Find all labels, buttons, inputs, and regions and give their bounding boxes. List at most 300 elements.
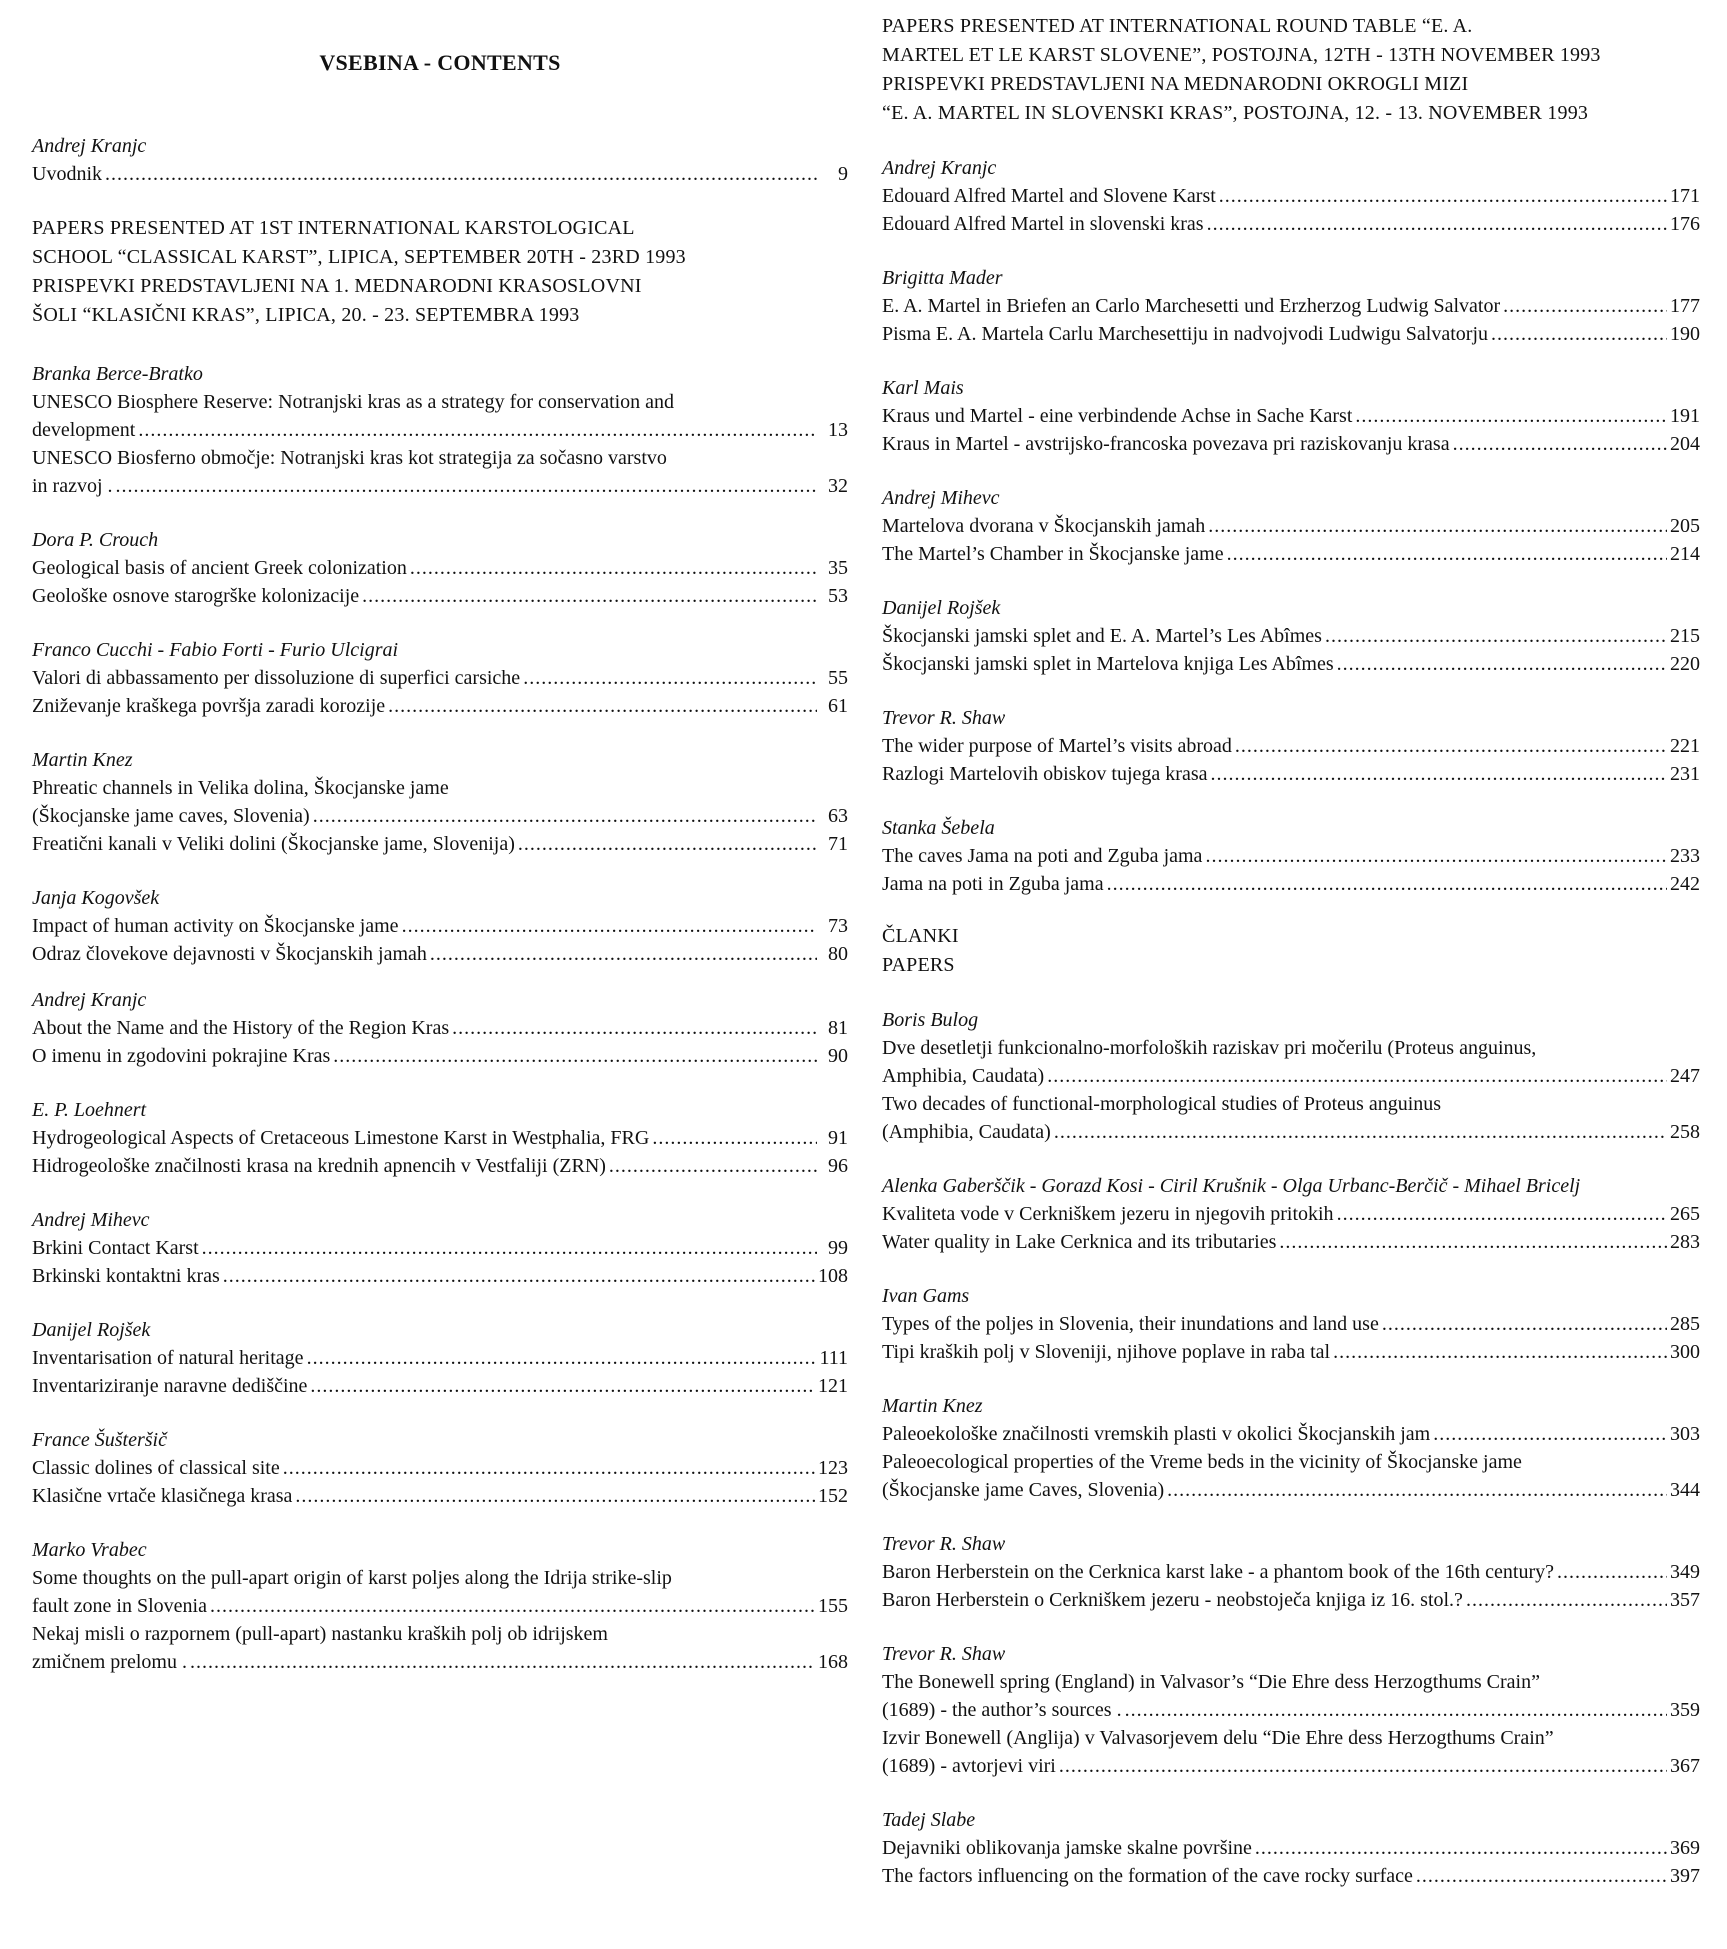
toc-entry: [882, 1724, 1700, 1780]
toc-group: [32, 1206, 848, 1290]
entry-title: Baron Herberstein on the Cerknica karst lake - a phantom book of the 16th century?: [882, 1561, 1555, 1583]
page-title: VSEBINA - CONTENTS: [319, 50, 561, 75]
author-name: Andrej Mihevc: [32, 1209, 150, 1231]
entry-row: [32, 692, 848, 720]
toc-group: [882, 1806, 1700, 1890]
page-number: 96: [828, 1155, 848, 1177]
toc-group: [882, 704, 1700, 788]
entry-row: [882, 1862, 1700, 1890]
page-number: 220: [1670, 653, 1700, 675]
page-number: 397: [1670, 1865, 1700, 1887]
entry-title: Inventarisation of natural heritage: [32, 1347, 304, 1369]
dot-leader: [1466, 1586, 1667, 1614]
toc-group: [882, 1172, 1700, 1256]
toc-group: [882, 1392, 1700, 1504]
page-number: 35: [828, 557, 848, 579]
page-number: 152: [818, 1485, 848, 1507]
dot-leader: [295, 1482, 815, 1510]
section-block: [32, 214, 848, 330]
entry-title: Amphibia, Caudata): [882, 1065, 1045, 1087]
dot-leader: [307, 1344, 817, 1372]
dot-leader: [1337, 650, 1667, 678]
page-number: 171: [1670, 185, 1700, 207]
author-name: Franco Cucchi - Fabio Forti - Furio Ulcigrai: [32, 639, 399, 661]
dot-leader: [116, 472, 817, 500]
toc-entry: [32, 1344, 848, 1372]
toc-entry: [882, 1228, 1700, 1256]
entry-title: Škocjanski jamski splet in Martelova knjiga Les Abîmes: [882, 653, 1334, 675]
toc-entry: [882, 1448, 1700, 1504]
entry-title: Odraz človekove dejavnosti v Škocjanskih jamah: [32, 943, 427, 965]
toc-entry: [882, 1034, 1700, 1090]
entry-title: Geološke osnove starogrške kolonizacije: [32, 585, 360, 607]
entry-title: O imenu in zgodovini pokrajine Kras: [32, 1045, 331, 1067]
entry-title: Edouard Alfred Martel and Slovene Karst: [882, 185, 1216, 207]
entry-row: [32, 1234, 848, 1262]
author-name: Janja Kogovšek: [32, 887, 160, 909]
entry-row: [32, 1454, 848, 1482]
dot-leader: [283, 1454, 815, 1482]
entry-row: [882, 1586, 1700, 1614]
entry-title: The caves Jama na poti and Zguba jama: [882, 845, 1203, 867]
page-number: 80: [828, 943, 848, 965]
dot-leader: [1333, 1338, 1667, 1366]
author-name: Alenka Gaberščik - Gorazd Kosi - Ciril Krušnik - Olga Urbanc-Berčič - Mihael Bricelj: [882, 1175, 1581, 1197]
toc-entry: [32, 912, 848, 940]
page-number: 215: [1670, 625, 1700, 647]
entry-title-line: Dve desetletji funkcionalno-morfoloških raziskav pri močerilu (Proteus anguinus,: [882, 1037, 1537, 1059]
dot-leader: [202, 1234, 817, 1262]
entry-row: [882, 210, 1700, 238]
left-groups: [32, 132, 848, 1676]
author-name: Branka Berce-Bratko: [32, 363, 203, 385]
entry-row: [32, 830, 848, 858]
dot-leader: [410, 554, 817, 582]
entry-title-line: UNESCO Biosferno območje: Notranjski kras kot strategija za sočasno varstvo: [32, 447, 667, 469]
toc-group: [32, 884, 848, 968]
page-number: 168: [818, 1651, 848, 1673]
right-groups: [882, 12, 1700, 1890]
entry-title: Water quality in Lake Cerknica and its tributaries: [882, 1231, 1277, 1253]
toc-entry: [32, 444, 848, 500]
page-number: 204: [1670, 433, 1700, 455]
entry-row: [882, 1062, 1700, 1090]
entry-title: Uvodnik: [32, 163, 102, 185]
section-block: [882, 12, 1700, 128]
entry-row: [32, 1152, 848, 1180]
entry-title: Razlogi Martelovih obiskov tujega krasa: [882, 763, 1208, 785]
author-name: Boris Bulog: [882, 1009, 979, 1031]
entry-row: [32, 912, 848, 940]
entry-row: [32, 582, 848, 610]
toc-entry: [32, 1042, 848, 1070]
dot-leader: [1219, 182, 1667, 210]
entry-title: Jama na poti in Zguba jama: [882, 873, 1104, 895]
toc-group: [32, 746, 848, 858]
toc-group: [32, 986, 848, 1070]
dot-leader: [1279, 1228, 1667, 1256]
dot-leader: [652, 1124, 817, 1152]
entry-title: Paleoekološke značilnosti vremskih plasti v okolici Škocjanskih jam: [882, 1423, 1431, 1445]
toc-entry: [32, 1372, 848, 1400]
section-block: [882, 922, 1700, 980]
entry-row: [882, 1834, 1700, 1862]
entry-row: [882, 760, 1700, 788]
author-name: Martin Knez: [32, 749, 133, 771]
toc-group: [882, 814, 1700, 898]
toc-entry: [882, 1420, 1700, 1448]
entry-row: [882, 650, 1700, 678]
toc-entry: [882, 1668, 1700, 1724]
author-name: Andrej Kranjc: [32, 135, 147, 157]
page-number: 357: [1670, 1589, 1700, 1611]
toc-group: [882, 154, 1700, 238]
entry-row: [882, 1200, 1700, 1228]
author-name: France Šušteršič: [32, 1429, 167, 1451]
toc-entry: [882, 1310, 1700, 1338]
dot-leader: [1382, 1310, 1667, 1338]
page-number: 258: [1670, 1121, 1700, 1143]
dot-leader: [1210, 760, 1667, 788]
entry-row: [32, 472, 848, 500]
dot-leader: [1255, 1834, 1667, 1862]
toc-group: [882, 484, 1700, 568]
toc-group: [32, 1316, 848, 1400]
dot-leader: [1205, 842, 1667, 870]
author-name: Trevor R. Shaw: [882, 1533, 1006, 1555]
entry-title: Classic dolines of classical site: [32, 1457, 280, 1479]
entry-row: [882, 1420, 1700, 1448]
toc-entry: [882, 842, 1700, 870]
page-number: 32: [828, 475, 848, 497]
entry-row: [882, 512, 1700, 540]
page-number: 190: [1670, 323, 1700, 345]
toc-entry: [32, 1262, 848, 1290]
author-name: Trevor R. Shaw: [882, 1643, 1006, 1665]
entry-title: Kvaliteta vode v Cerkniškem jezeru in njegovih pritokih: [882, 1203, 1334, 1225]
entry-title: (1689) - avtorjevi viri: [882, 1755, 1056, 1777]
page-number: 205: [1670, 515, 1700, 537]
entry-row: [882, 842, 1700, 870]
entry-title: Edouard Alfred Martel in slovenski kras: [882, 213, 1204, 235]
section-heading: PAPERS PRESENTED AT INTERNATIONAL ROUND TABLE “E. A. MARTEL ET LE KARST SLOVENE”, POSTOJNA, 12TH - 13TH NOVEMBER 1993 PRISPEVKI PREDSTAVLJENI NA MEDNARODNI OKROGLI MIZI “E. A. MARTEL IN SLOVENSKI KRAS”, POSTOJNA, 12. - 13. NOVEMBER 1993: [882, 15, 1601, 124]
entry-title: Škocjanski jamski splet and E. A. Martel’s Les Abîmes: [882, 625, 1322, 647]
entry-title: Valori di abbassamento per dissoluzione di superfici carsiche: [32, 667, 521, 689]
entry-title: Types of the poljes in Slovenia, their inundations and land use: [882, 1313, 1379, 1335]
toc-entry: [32, 554, 848, 582]
entry-row: [882, 1558, 1700, 1586]
entry-row: [882, 1696, 1700, 1724]
toc-entry: [882, 1558, 1700, 1586]
entry-title: Kraus und Martel - eine verbindende Achse in Sache Karst: [882, 405, 1353, 427]
entry-title: Brkinski kontaktni kras: [32, 1265, 220, 1287]
entry-title: (Škocjanske jame Caves, Slovenia): [882, 1479, 1165, 1501]
dot-leader: [1433, 1420, 1667, 1448]
entry-title: Impact of human activity on Škocjanske jame: [32, 915, 399, 937]
dot-leader: [402, 912, 817, 940]
entry-title: Brkini Contact Karst: [32, 1237, 199, 1259]
toc-group: [882, 264, 1700, 348]
toc-entry: [882, 650, 1700, 678]
page-number: 55: [828, 667, 848, 689]
toc-entry: [882, 320, 1700, 348]
page-number: 121: [818, 1375, 848, 1397]
toc-entry: [32, 830, 848, 858]
toc-group: [32, 526, 848, 610]
page-number: 91: [828, 1127, 848, 1149]
entry-title: The factors influencing on the formation of the cave rocky surface: [882, 1865, 1413, 1887]
toc-entry: [882, 1586, 1700, 1614]
toc-entry: [32, 774, 848, 830]
dot-leader: [1416, 1862, 1667, 1890]
dot-leader: [430, 940, 817, 968]
dot-leader: [388, 692, 817, 720]
entry-title-line: Nekaj misli o razpornem (pull-apart) nastanku kraških polj ob idrijskem: [32, 1623, 608, 1645]
toc-group: [32, 636, 848, 720]
page-number: 99: [828, 1237, 848, 1259]
author-name: Andrej Kranjc: [32, 989, 147, 1011]
toc-entry: [32, 582, 848, 610]
entry-row: [882, 402, 1700, 430]
dot-leader: [1054, 1118, 1667, 1146]
page-number: 349: [1670, 1561, 1700, 1583]
dot-leader: [1337, 1200, 1667, 1228]
page-number: 285: [1670, 1313, 1700, 1335]
entry-title: Hydrogeological Aspects of Cretaceous Limestone Karst in Westphalia, FRG: [32, 1127, 650, 1149]
entry-title: Kraus in Martel - avstrijsko-francoska povezava pri raziskovanju krasa: [882, 433, 1450, 455]
entry-row: [32, 160, 848, 188]
toc-group: [882, 374, 1700, 458]
entry-row: [32, 1482, 848, 1510]
page-number: 9: [838, 163, 848, 185]
toc-group: [882, 1640, 1700, 1780]
page-number: 242: [1670, 873, 1700, 895]
toc-entry: [882, 1200, 1700, 1228]
dot-leader: [105, 160, 817, 188]
author-name: Marko Vrabec: [32, 1539, 147, 1561]
entry-title: (1689) - the author’s sources .: [882, 1699, 1122, 1721]
entry-title: Zniževanje kraškega površja zaradi korozije: [32, 695, 386, 717]
entry-row: [882, 870, 1700, 898]
toc-entry: [32, 1234, 848, 1262]
section-heading: PAPERS PRESENTED AT 1ST INTERNATIONAL KARSTOLOGICAL SCHOOL “CLASSICAL KARST”, LIPICA, SEPTEMBER 20TH - 23RD 1993 PRISPEVKI PREDSTAVLJENI NA 1. MEDNARODNI KRASOSLOVNI ŠOLI “KLASIČNI KRAS”, LIPICA, 20. - 23. SEPTEMBRA 1993: [32, 217, 686, 326]
entry-title: E. A. Martel in Briefen an Carlo Marchesetti und Erzherzog Ludwig Salvator: [882, 295, 1501, 317]
entry-title: Baron Herberstein o Cerkniškem jezeru - neobstoječa knjiga iz 16. stol.?: [882, 1589, 1463, 1611]
toc-entry: [882, 1090, 1700, 1146]
entry-title-line: UNESCO Biosphere Reserve: Notranjski kras as a strategy for conservation and: [32, 391, 675, 413]
entry-row: [882, 732, 1700, 760]
toc-entry: [32, 388, 848, 444]
entry-title: Geological basis of ancient Greek colonization: [32, 557, 407, 579]
entry-title: Dejavniki oblikovanja jamske skalne površine: [882, 1837, 1252, 1859]
toc-entry: [882, 1862, 1700, 1890]
entry-row: [882, 1118, 1700, 1146]
entry-row: [32, 940, 848, 968]
page-number: 71: [828, 833, 848, 855]
toc-entry: [32, 160, 848, 188]
entry-title: Tipi kraških polj v Sloveniji, njihove poplave in raba tal: [882, 1341, 1331, 1363]
entry-title: Freatični kanali v Veliki dolini (Škocjanske jame, Slovenija): [32, 833, 515, 855]
entry-title: fault zone in Slovenia: [32, 1595, 207, 1617]
toc-entry: [882, 760, 1700, 788]
dot-leader: [210, 1592, 815, 1620]
section-heading: ČLANKI PAPERS: [882, 925, 959, 976]
dot-leader: [1503, 292, 1667, 320]
entry-title: in razvoj .: [32, 475, 113, 497]
author-name: Ivan Gams: [882, 1285, 970, 1307]
toc-entry: [882, 292, 1700, 320]
toc-entry: [882, 732, 1700, 760]
page-number: 233: [1670, 845, 1700, 867]
toc-entry: [882, 182, 1700, 210]
dot-leader: [333, 1042, 817, 1070]
dot-leader: [1125, 1696, 1667, 1724]
entry-row: [32, 554, 848, 582]
page-number: 111: [819, 1347, 848, 1369]
toc-entry: [882, 622, 1700, 650]
toc-group: [882, 594, 1700, 678]
entry-row: [882, 320, 1700, 348]
toc-group: [32, 1096, 848, 1180]
entry-title-line: Paleoecological properties of the Vreme beds in the vicinity of Škocjanske jame: [882, 1451, 1522, 1473]
page-number: 247: [1670, 1065, 1700, 1087]
toc-group: [32, 1426, 848, 1510]
entry-title: About the Name and the History of the Region Kras: [32, 1017, 450, 1039]
dot-leader: [223, 1262, 815, 1290]
dot-leader: [1059, 1752, 1667, 1780]
dot-leader: [310, 1372, 815, 1400]
page-number: 108: [818, 1265, 848, 1287]
dot-leader: [1491, 320, 1667, 348]
right-column: [882, 0, 1700, 1916]
toc-entry: [882, 1834, 1700, 1862]
entry-row: [882, 182, 1700, 210]
left-column: [32, 0, 848, 1702]
entry-row: [882, 292, 1700, 320]
entry-title: Klasične vrtače klasičnega krasa: [32, 1485, 293, 1507]
entry-row: [32, 1344, 848, 1372]
entry-row: [882, 1228, 1700, 1256]
entry-title: The wider purpose of Martel’s visits abroad: [882, 735, 1232, 757]
toc-entry: [32, 1454, 848, 1482]
dot-leader: [1208, 512, 1667, 540]
entry-row: [882, 540, 1700, 568]
entry-title: zmičnem prelomu .: [32, 1651, 187, 1673]
dot-leader: [1235, 732, 1667, 760]
toc-entry: [32, 1014, 848, 1042]
page-number: 221: [1670, 735, 1700, 757]
entry-row: [882, 622, 1700, 650]
author-name: Andrej Mihevc: [882, 487, 1000, 509]
page-number: 231: [1670, 763, 1700, 785]
page-number: 344: [1670, 1479, 1700, 1501]
toc-entry: [882, 512, 1700, 540]
dot-leader: [1557, 1558, 1667, 1586]
toc-group: [882, 1530, 1700, 1614]
page-number: 13: [828, 419, 848, 441]
toc-entry: [32, 1152, 848, 1180]
entry-title-line: Two decades of functional-morphological studies of Proteus anguinus: [882, 1093, 1442, 1115]
toc-entry: [882, 1338, 1700, 1366]
page-number: 265: [1670, 1203, 1700, 1225]
dot-leader: [1047, 1062, 1667, 1090]
entry-title: Inventariziranje naravne dediščine: [32, 1375, 308, 1397]
dot-leader: [1453, 430, 1667, 458]
author-name: Andrej Kranjc: [882, 157, 997, 179]
dot-leader: [1355, 402, 1667, 430]
page-number: 81: [828, 1017, 848, 1039]
dot-leader: [1325, 622, 1667, 650]
toc-entry: [32, 1482, 848, 1510]
entry-row: [32, 1124, 848, 1152]
author-name: Karl Mais: [882, 377, 964, 399]
author-name: Dora P. Crouch: [32, 529, 159, 551]
page-number: 53: [828, 585, 848, 607]
page-number: 176: [1670, 213, 1700, 235]
entry-row: [32, 1372, 848, 1400]
entry-title: Pisma E. A. Martela Carlu Marchesettiju in nadvojvodi Ludwigu Salvatorju: [882, 323, 1489, 345]
dot-leader: [523, 664, 817, 692]
author-name: Tadej Slabe: [882, 1809, 976, 1831]
page-number: 214: [1670, 543, 1700, 565]
author-name: Danijel Rojšek: [32, 1319, 151, 1341]
entry-row: [32, 1592, 848, 1620]
toc-entry: [882, 402, 1700, 430]
entry-title-line: Phreatic channels in Velika dolina, Škocjanske jame: [32, 777, 449, 799]
toc-entry: [882, 210, 1700, 238]
toc-entry: [32, 1124, 848, 1152]
page-number: 367: [1670, 1755, 1700, 1777]
toc-group: [882, 1006, 1700, 1146]
page-number: 283: [1670, 1231, 1700, 1253]
dot-leader: [1207, 210, 1667, 238]
entry-row: [32, 1648, 848, 1676]
toc-group: [882, 1282, 1700, 1366]
page-number: 359: [1670, 1699, 1700, 1721]
toc-group: [32, 1536, 848, 1676]
toc-entry: [32, 664, 848, 692]
toc-entry: [882, 430, 1700, 458]
entry-title: (Amphibia, Caudata): [882, 1121, 1051, 1143]
page-number: 300: [1670, 1341, 1700, 1363]
entry-row: [32, 1042, 848, 1070]
author-name: Brigitta Mader: [882, 267, 1003, 289]
page-number: 63: [828, 805, 848, 827]
author-name: Trevor R. Shaw: [882, 707, 1006, 729]
entry-title: Martelova dvorana v Škocjanskih jamah: [882, 515, 1206, 537]
toc-group: [32, 132, 848, 188]
entry-row: [32, 664, 848, 692]
dot-leader: [452, 1014, 817, 1042]
entry-title: (Škocjanske jame caves, Slovenia): [32, 805, 310, 827]
page-number: 73: [828, 915, 848, 937]
entry-row: [32, 416, 848, 444]
dot-leader: [362, 582, 817, 610]
toc-group: [32, 360, 848, 500]
dot-leader: [313, 802, 817, 830]
dot-leader: [1227, 540, 1667, 568]
author-name: Stanka Šebela: [882, 817, 995, 839]
page-number: 177: [1670, 295, 1700, 317]
entry-row: [882, 430, 1700, 458]
toc-entry: [882, 540, 1700, 568]
toc-entry: [32, 692, 848, 720]
entry-row: [882, 1310, 1700, 1338]
toc-entry: [32, 1564, 848, 1620]
entry-row: [882, 1476, 1700, 1504]
entry-title-line: Izvir Bonewell (Anglija) v Valvasorjevem delu “Die Ehre dess Herzogthums Crain”: [882, 1727, 1554, 1749]
page-number: 191: [1670, 405, 1700, 427]
